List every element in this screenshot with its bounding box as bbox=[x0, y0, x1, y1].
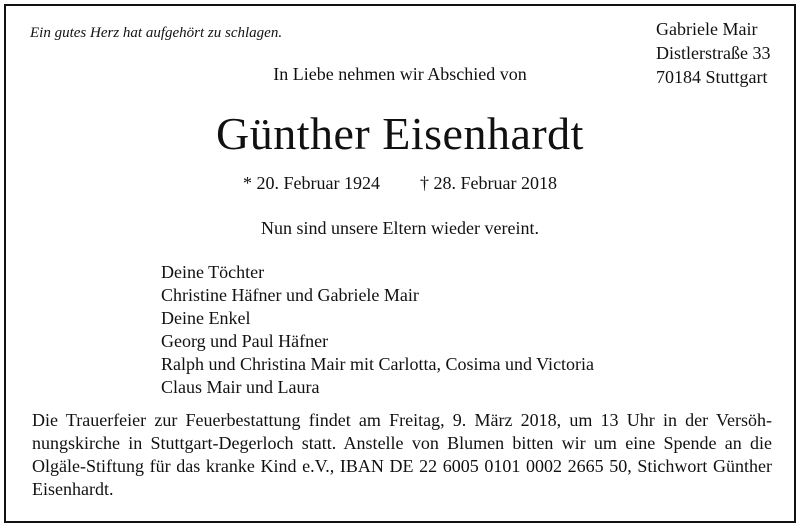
notice-line: nungskirche in Stuttgart-Degerloch statt. Anstelle von Blumen bitten wir um eine Spende an die bbox=[32, 433, 772, 453]
mourner-line: Ralph und Christina Mair mit Carlotta, Cosima und Victoria bbox=[161, 354, 595, 374]
quote: Nun sind unsere Eltern wieder vereint. bbox=[261, 218, 539, 238]
motto: Ein gutes Herz hat aufgehört zu schlagen. bbox=[30, 25, 283, 41]
contact-name: Gabriele Mair bbox=[656, 19, 758, 39]
birth-date: * 20. Februar 1924 bbox=[243, 173, 380, 193]
intro-line: In Liebe nehmen wir Abschied von bbox=[273, 64, 527, 84]
deceased-name: Günther Eisenhardt bbox=[216, 108, 584, 159]
life-dates bbox=[0, 173, 800, 194]
mourner-line: Deine Enkel bbox=[161, 308, 251, 328]
contact-street: Distlerstraße 33 bbox=[656, 43, 771, 63]
notice-line: Eisenhardt. bbox=[32, 479, 114, 499]
notice-line: Olgäle-Stiftung für das kranke Kind e.V., IBAN DE 22 6005 0101 0002 2665 50, Stichwort Günther bbox=[32, 456, 772, 476]
mourner-line: Claus Mair und Laura bbox=[161, 377, 320, 397]
mourner-line: Christine Häfner und Gabriele Mair bbox=[161, 285, 419, 305]
death-date: † 28. Februar 2018 bbox=[420, 173, 557, 193]
mourner-line: Deine Töchter bbox=[161, 262, 265, 282]
notice-line: Die Trauerfeier zur Feuerbestattung findet am Freitag, 9. März 2018, um 13 Uhr in der Versöh- bbox=[32, 410, 772, 430]
contact-city: 70184 Stuttgart bbox=[656, 67, 768, 87]
mourners-list bbox=[161, 261, 594, 399]
mourner-line: Georg und Paul Häfner bbox=[161, 331, 329, 351]
funeral-notice bbox=[32, 409, 772, 501]
